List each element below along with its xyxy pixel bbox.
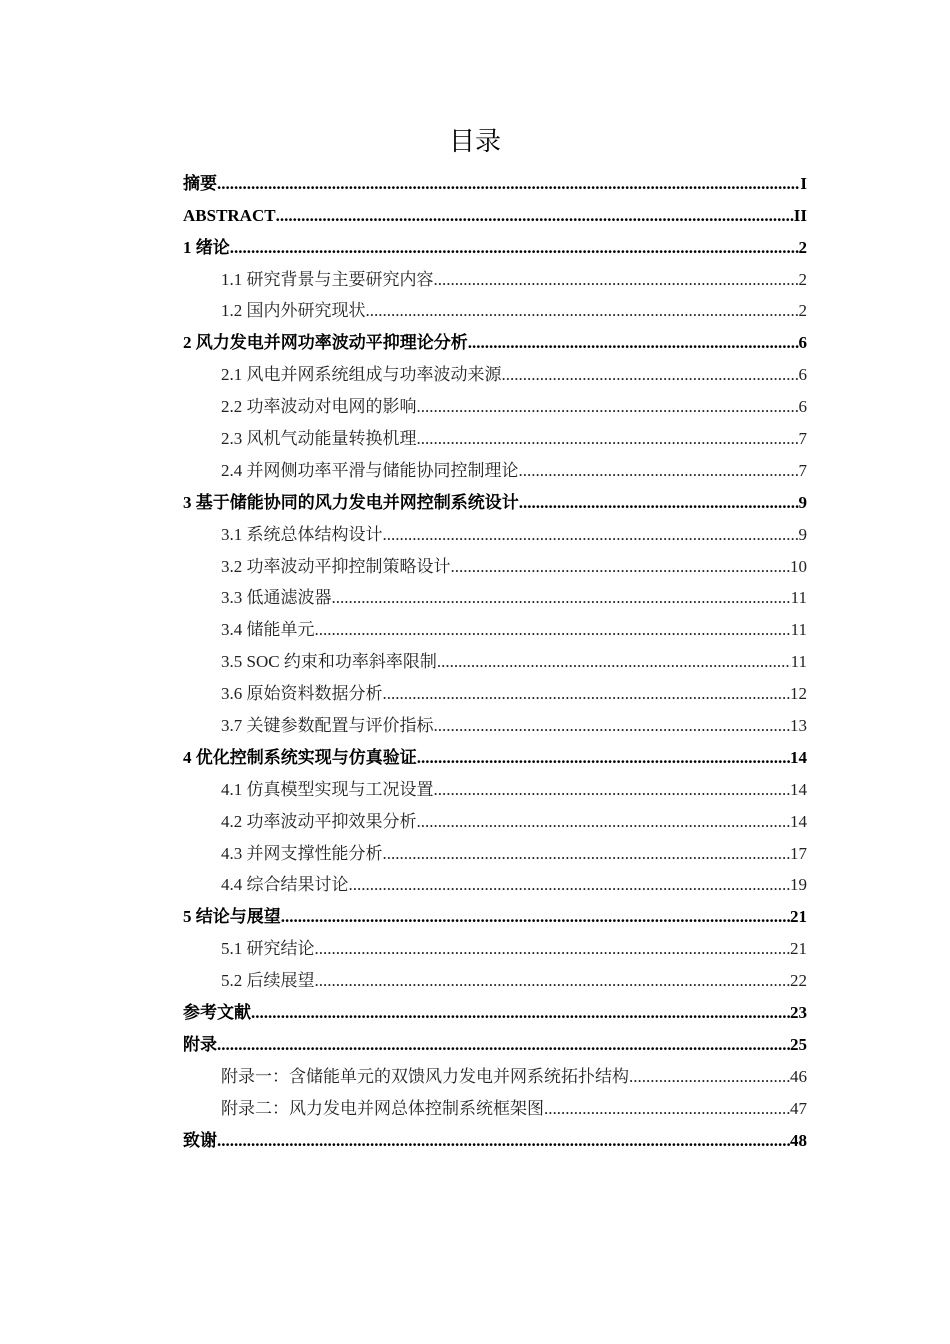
toc-entry-section[interactable]	[183, 517, 807, 549]
toc-entry-label: 1 绪论	[183, 237, 230, 257]
toc-dot-leader	[519, 461, 799, 485]
toc-dot-leader	[434, 780, 791, 804]
toc-entry-chapter[interactable]	[183, 995, 807, 1027]
toc-dot-leader	[217, 1035, 790, 1059]
toc-entry-section[interactable]	[183, 868, 807, 900]
toc-page-number: II	[793, 205, 807, 225]
toc-entry-label: 3.3 低通滤波器	[221, 588, 332, 608]
toc-dot-leader	[519, 493, 799, 517]
toc-page-number: 22	[790, 971, 807, 991]
toc-entry-label: 5 结论与展望	[183, 907, 281, 927]
toc-entry-label: 2.3 风机气动能量转换机理	[221, 429, 417, 449]
toc-entry-label: 3 基于储能协同的风力发电并网控制系统设计	[183, 492, 519, 512]
toc-page-number: 9	[798, 492, 807, 512]
toc-entry-chapter[interactable]	[183, 899, 807, 931]
toc-entry-section[interactable]	[183, 804, 807, 836]
toc-entry-label: 3.2 功率波动平抑控制策略设计	[221, 556, 451, 576]
toc-entry-chapter[interactable]	[183, 485, 807, 517]
page-title: 目录	[448, 127, 501, 157]
toc-entry-label: 1.2 国内外研究现状	[221, 301, 366, 321]
toc-dot-leader	[451, 557, 791, 581]
toc-entry-label: 附录	[183, 1034, 217, 1054]
toc-entry-label: 4 优化控制系统实现与仿真验证	[183, 747, 417, 767]
toc-page-number: 14	[790, 747, 807, 767]
toc-page-number: 11	[790, 588, 807, 608]
toc-entry-label: 4.4 综合结果讨论	[221, 875, 349, 895]
toc-dot-leader	[217, 1131, 790, 1155]
toc-dot-leader	[434, 270, 799, 294]
toc-dot-leader	[366, 301, 799, 325]
toc-page-number: 2	[798, 269, 807, 289]
toc-entry-chapter[interactable]	[183, 230, 807, 262]
toc-page-number: 25	[790, 1034, 807, 1054]
toc-dot-leader	[217, 174, 800, 198]
toc-entry-label: 摘要	[183, 173, 217, 193]
toc-entry-section[interactable]	[183, 931, 807, 963]
toc-page-number: 10	[790, 556, 807, 576]
toc-entry-label: 2.4 并网侧功率平滑与储能协同控制理论	[221, 460, 519, 480]
toc-page-number: I	[800, 173, 807, 193]
toc-page-number: 13	[790, 716, 807, 736]
toc-dot-leader	[629, 1067, 790, 1091]
toc-page-number: 21	[790, 939, 807, 959]
toc-entry-section[interactable]	[183, 963, 807, 995]
toc-entry-section[interactable]	[183, 772, 807, 804]
toc-dot-leader	[230, 238, 799, 262]
toc-entry-section[interactable]	[183, 836, 807, 868]
toc-entry-section[interactable]	[183, 1059, 807, 1091]
toc-dot-leader	[502, 365, 799, 389]
toc-page-number: 48	[790, 1130, 807, 1150]
toc-entry-label: 1.1 研究背景与主要研究内容	[221, 269, 434, 289]
toc-page-number: 21	[790, 907, 807, 927]
toc-dot-leader	[417, 429, 799, 453]
toc-dot-leader	[315, 620, 791, 644]
toc-dot-leader	[434, 716, 791, 740]
toc-dot-leader	[383, 525, 799, 549]
toc-page-number: 7	[798, 460, 807, 480]
toc-dot-leader	[349, 875, 791, 899]
toc-page-number: 11	[790, 652, 807, 672]
toc-page-number: 6	[798, 333, 807, 353]
toc-entry-label: 4.3 并网支撑性能分析	[221, 843, 383, 863]
toc-dot-leader	[332, 588, 791, 612]
toc-page-number: 11	[790, 620, 807, 640]
toc-entry-label: 3.6 原始资料数据分析	[221, 684, 383, 704]
toc-entry-label: 2.2 功率波动对电网的影响	[221, 397, 417, 417]
toc-entry-section[interactable]	[183, 1091, 807, 1123]
toc-dot-leader	[437, 652, 791, 676]
toc-entry-section[interactable]	[183, 708, 807, 740]
toc-page-number: 6	[798, 365, 807, 385]
toc-page-number: 14	[790, 779, 807, 799]
toc-dot-leader	[315, 971, 791, 995]
toc-entry-section[interactable]	[183, 612, 807, 644]
toc-entry-label: 参考文献	[183, 1003, 251, 1023]
toc-page-number: 47	[790, 1098, 807, 1118]
toc-dot-leader	[468, 333, 799, 357]
toc-entry-chapter[interactable]	[183, 1123, 807, 1155]
toc-entry-section[interactable]	[183, 549, 807, 581]
toc-entry-section[interactable]	[183, 453, 807, 485]
toc-entry-label: 附录一：含储能单元的双馈风力发电并网系统拓扑结构	[221, 1066, 629, 1086]
toc-dot-leader	[251, 1003, 790, 1027]
toc-entry-label: 3.5 SOC 约束和功率斜率限制	[221, 652, 437, 672]
toc-entry-label: 2.1 风电并网系统组成与功率波动来源	[221, 365, 502, 385]
toc-entry-label: 4.2 功率波动平抑效果分析	[221, 811, 417, 831]
toc-page-number: 46	[790, 1066, 807, 1086]
toc-entry-section[interactable]	[183, 581, 807, 613]
table-of-contents	[183, 166, 807, 1155]
toc-entry-section[interactable]	[183, 357, 807, 389]
toc-page-number: 2	[798, 237, 807, 257]
toc-entry-section[interactable]	[183, 389, 807, 421]
toc-dot-leader	[281, 907, 790, 931]
toc-page-number: 12	[790, 684, 807, 704]
toc-entry-label: ABSTRACT	[183, 205, 276, 225]
toc-dot-leader	[383, 844, 791, 868]
toc-entry-section[interactable]	[183, 294, 807, 326]
toc-dot-leader	[315, 939, 791, 963]
toc-entry-label: 4.1 仿真模型实现与工况设置	[221, 779, 434, 799]
toc-entry-chapter[interactable]	[183, 1027, 807, 1059]
toc-dot-leader	[276, 206, 794, 230]
toc-entry-section[interactable]	[183, 676, 807, 708]
toc-page-number: 7	[798, 429, 807, 449]
toc-entry-label: 致谢	[183, 1130, 217, 1150]
toc-page-number: 17	[790, 843, 807, 863]
toc-entry-chapter[interactable]	[183, 166, 807, 198]
toc-dot-leader	[417, 812, 791, 836]
toc-entry-chapter[interactable]	[183, 740, 807, 772]
toc-entry-label: 5.2 后续展望	[221, 971, 315, 991]
toc-dot-leader	[383, 684, 791, 708]
toc-page-number: 14	[790, 811, 807, 831]
toc-entry-chapter[interactable]	[183, 325, 807, 357]
toc-dot-leader	[417, 748, 790, 772]
toc-entry-section[interactable]	[183, 262, 807, 294]
toc-entry-section[interactable]	[183, 644, 807, 676]
toc-entry-section[interactable]	[183, 421, 807, 453]
toc-page-number: 19	[790, 875, 807, 895]
toc-entry-label: 5.1 研究结论	[221, 939, 315, 959]
toc-entry-label: 3.1 系统总体结构设计	[221, 524, 383, 544]
toc-dot-leader	[544, 1099, 790, 1123]
toc-dot-leader	[417, 397, 799, 421]
toc-page-number: 6	[798, 397, 807, 417]
toc-entry-label: 3.7 关键参数配置与评价指标	[221, 716, 434, 736]
toc-entry-label: 3.4 储能单元	[221, 620, 315, 640]
toc-entry-label: 2 风力发电并网功率波动平抑理论分析	[183, 333, 468, 353]
toc-entry-chapter[interactable]	[183, 198, 807, 230]
toc-entry-label: 附录二：风力发电并网总体控制系统框架图	[221, 1098, 544, 1118]
toc-page-number: 23	[790, 1003, 807, 1023]
toc-page-number: 9	[798, 524, 807, 544]
toc-page-number: 2	[798, 301, 807, 321]
